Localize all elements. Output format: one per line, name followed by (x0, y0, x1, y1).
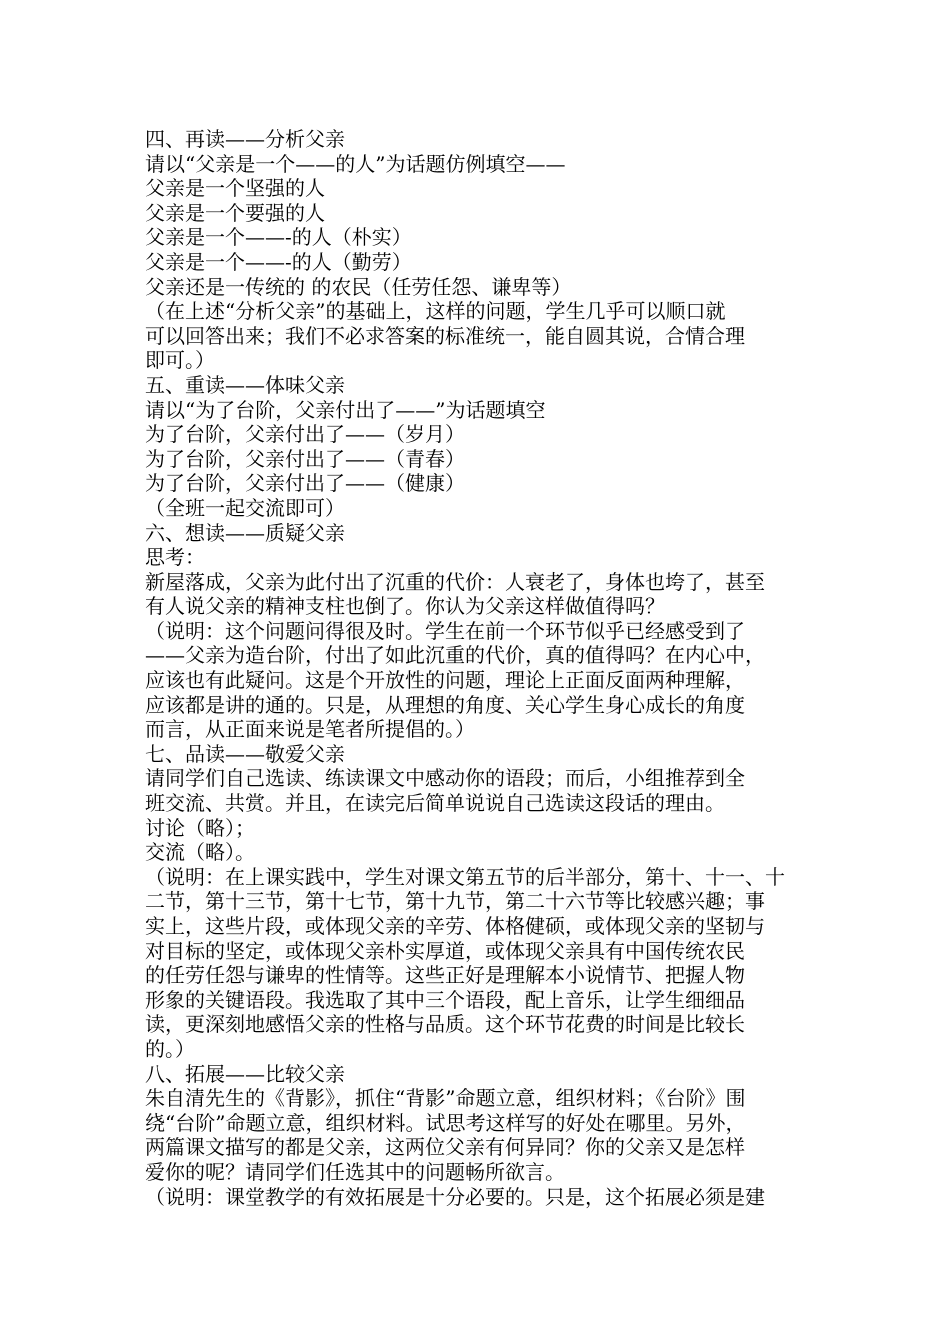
text-line: （说明：课堂教学的有效拓展是十分必要的。只是，这个拓展必须是建 (145, 1184, 765, 1209)
text-line: 即可。） (145, 348, 215, 373)
text-line: （在上述“分析父亲”的基础上，这样的问题，学生几乎可以顺口就 (145, 299, 726, 324)
text-line: 交流（略）。 (145, 840, 255, 865)
text-line: 可以回答出来；我们不必求答案的标准统一，能自圆其说，合情合理 (145, 323, 745, 348)
section-heading-reread: 四、再读——分析父亲 (145, 127, 345, 151)
text-line: ——父亲为造台阶，付出了如此沉重的代价，真的值得吗？在内心中， (145, 643, 765, 668)
text-line: 的。） (145, 1036, 195, 1061)
document-page (145, 127, 810, 1209)
text-line: 请同学们自己选读、练读课文中感动你的语段；而后，小组推荐到全 (145, 766, 745, 791)
text-line: 有人说父亲的精神支柱也倒了。你认为父亲这样做值得吗？ (145, 594, 665, 619)
text-line: 父亲还是一传统的 的农民（任劳任怨、谦卑等） (145, 274, 572, 299)
text-line: 形象的关键语段。我选取了其中三个语段，配上音乐，让学生细细品 (145, 987, 745, 1012)
text-line: 班交流、共赏。并且，在读完后简单说说自己选读这段话的理由。 (145, 791, 725, 816)
text-line: 为了台阶，父亲付出了——（健康） (145, 471, 465, 496)
text-line: 父亲是一个要强的人 (145, 200, 325, 225)
text-line: 实上，这些片段，或体现父亲的辛劳、体格健硕，或体现父亲的坚韧与 (145, 914, 765, 938)
text-line: 父亲是一个——-的人（朴实） (145, 225, 412, 250)
text-line: 请以“为了台阶，父亲付出了——”为话题填空 (145, 397, 546, 422)
text-line: 读，更深刻地感悟父亲的性格与品质。这个环节花费的时间是比较长 (145, 1012, 745, 1037)
section-heading-compare: 八、拓展——比较父亲 (145, 1061, 345, 1086)
text-line: 父亲是一个——-的人（勤劳） (145, 249, 412, 274)
text-line: 新屋落成，父亲为此付出了沉重的代价：人衰老了，身体也垮了，甚至 (145, 569, 765, 594)
text-line: 为了台阶，父亲付出了——（青春） (145, 446, 465, 471)
text-line: 爱你的呢？请同学们任选其中的问题畅所欲言。 (145, 1159, 565, 1184)
text-line: 为了台阶，父亲付出了——（岁月） (145, 422, 465, 447)
text-line: 的任劳任怨与谦卑的性情等。这些正好是理解本小说情节、把握人物 (145, 963, 745, 988)
text-line: （说明：在上课实践中，学生对课文第五节的后半部分，第十、十一、十 (145, 864, 785, 889)
text-line: 两篇课文描写的都是父亲，这两位父亲有何异同？你的父亲又是怎样 (145, 1135, 745, 1160)
text-line: 思考： (145, 545, 205, 570)
text-line: （说明：这个问题问得很及时。学生在前一个环节似乎已经感受到了 (145, 618, 745, 643)
section-heading-appreciate: 七、品读——敬爱父亲 (145, 741, 345, 766)
text-line: 应该也有此疑问。这是个开放性的问题，理论上正面反面两种理解， (145, 668, 745, 693)
text-line: （全班一起交流即可） (145, 495, 345, 520)
text-line: 朱自清先生的《背影》，抓住“背影”命题立意，组织材料；《台阶》围 (145, 1086, 746, 1111)
text-line: 绕“台阶”命题立意，组织材料。试思考这样写的好处在哪里。另外， (145, 1110, 746, 1135)
text-line: 讨论（略）； (145, 815, 255, 840)
section-heading-question: 六、想读——质疑父亲 (145, 520, 345, 545)
text-line: 应该都是讲的通的。只是，从理想的角度、关心学生身心成长的角度 (145, 692, 745, 717)
section-heading-reread-feel: 五、重读——体味父亲 (145, 372, 345, 397)
text-line: 二节，第十三节，第十七节，第十九节，第二十六节等比较感兴趣；事 (145, 889, 765, 914)
text-line: 对目标的坚定，或体现父亲朴实厚道，或体现父亲具有中国传统农民 (145, 938, 745, 963)
text-line: 请以“父亲是一个——的人”为话题仿例填空—— (145, 151, 566, 176)
text-line: 而言，从正面来说是笔者所提倡的。） (145, 717, 475, 742)
text-line: 父亲是一个坚强的人 (145, 176, 325, 201)
